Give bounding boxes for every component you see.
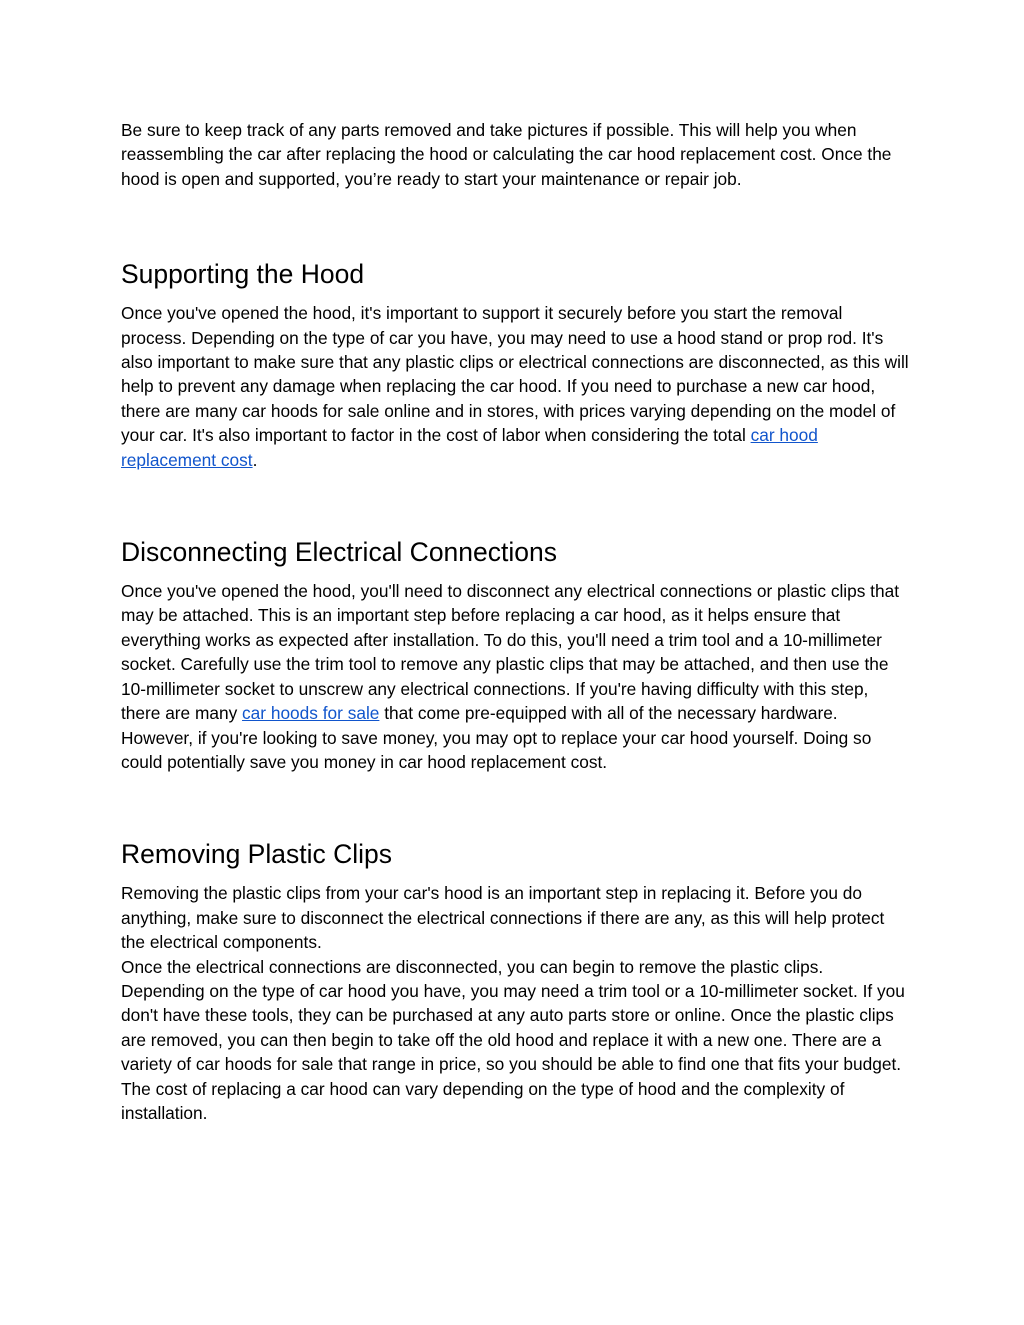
intro-paragraph: Be sure to keep track of any parts removed and take pictures if possible. This will help you when reassembling the car after replacing the hood or calculating the car hood replacement cost. Once the hood is open and supported, you’re ready to start your maintenance or repair job. [121, 120, 892, 189]
section-supporting-the-hood [121, 258, 911, 472]
car-hood-replacement-cost-link[interactable]: car hood replacement cost [121, 425, 818, 470]
section-paragraph: Removing the plastic clips from your car's hood is an important step in replacing it. Before you do anything, make sure to disconnect the electrical connections if there are any, as this will help protect the electrical components. [121, 883, 885, 953]
section-heading: Removing Plastic Clips [121, 839, 392, 870]
section-heading: Supporting the Hood [121, 259, 365, 290]
section-removing-plastic-clips [121, 838, 911, 1125]
section-disconnecting-electrical-connections [121, 536, 911, 774]
paragraph-text: . [252, 449, 258, 470]
paragraph-text: Once you've opened the hood, you'll need to disconnect any electrical connections or plastic clips that may be attached. This is an important step before replacing a car hood, as it helps ensure that everything works as expected after installation. To do this, you'll need a trim tool and a 10-millimeter socket. Carefully use the trim tool to remove any plastic clips that may be attached, and then use the 10-millimeter socket to unscrew any electrical connections. If you're having difficulty with this step, there are many [121, 581, 900, 724]
document-page [121, 118, 911, 1125]
section-heading: Disconnecting Electrical Connections [121, 537, 557, 568]
paragraph-text: Once you've opened the hood, it's important to support it securely before you start the removal process. Depending on the type of car you have, you may need to use a hood stand or prop rod. It's also important to make sure that any plastic clips or electrical connections are disconnected, as this will help to prevent any damage when replacing the car hood. If you need to purchase a new car hood, there are many car hoods for sale online and in stores, with prices varying depending on the model of your car. It's also important to factor in the cost of labor when considering the total [121, 303, 909, 446]
paragraph-text: that come pre-equipped with all of the necessary hardware. However, if you're looking to save money, you may opt to replace your car hood yourself. Doing so could potentially save you money in car hood replacement cost. [121, 703, 872, 772]
car-hoods-for-sale-link[interactable]: car hoods for sale [242, 703, 380, 724]
section-paragraph [121, 579, 911, 774]
section-paragraph [121, 301, 911, 472]
section-paragraph: Once the electrical connections are disconnected, you can begin to remove the plastic clips. Depending on the type of car hood you have, you may need a trim tool or a 10-millimeter socket. If you don't have these tools, they can be purchased at any auto parts store or online. Once the plastic clips are removed, you can then begin to take off the old hood and replace it with a new one. There are a variety of car hoods for sale that range in price, so you should be able to find one that fits your budget. The cost of replacing a car hood can vary depending on the type of hood and the complexity of installation. [121, 956, 905, 1123]
